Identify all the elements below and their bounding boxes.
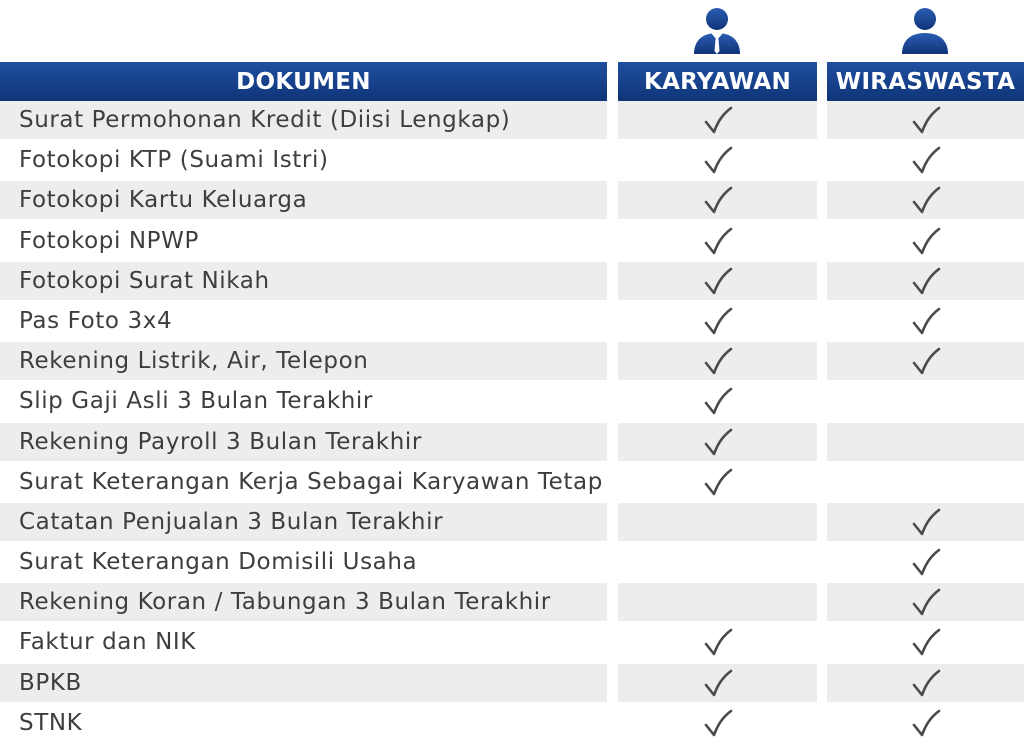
dokumen-label: BPKB <box>19 669 82 696</box>
table-row <box>0 623 1024 663</box>
wiraswasta-cell <box>827 423 1024 461</box>
checkmark-icon <box>911 267 941 297</box>
checkmark-icon <box>911 106 941 136</box>
dokumen-cell <box>0 664 607 702</box>
dokumen-label: Surat Keterangan Kerja Sebagai Karyawan Tetap <box>19 468 603 495</box>
table-body <box>0 101 1024 744</box>
checkmark-icon <box>703 146 733 176</box>
dokumen-label: Rekening Listrik, Air, Telepon <box>19 348 369 375</box>
dokumen-cell <box>0 543 607 581</box>
karyawan-cell <box>618 181 817 219</box>
wiraswasta-cell <box>827 463 1024 501</box>
dokumen-cell <box>0 583 607 621</box>
wiraswasta-cell <box>827 101 1024 139</box>
table-row <box>0 262 1024 302</box>
checkmark-icon <box>703 347 733 377</box>
karyawan-cell <box>618 704 817 742</box>
dokumen-cell <box>0 382 607 420</box>
table-row <box>0 704 1024 744</box>
checkmark-icon <box>911 548 941 578</box>
dokumen-cell <box>0 342 607 380</box>
table-row <box>0 664 1024 704</box>
table-row <box>0 181 1024 221</box>
dokumen-label: Fotokopi NPWP <box>19 227 199 254</box>
table-row <box>0 503 1024 543</box>
dokumen-label: Slip Gaji Asli 3 Bulan Terakhir <box>19 388 373 415</box>
checkmark-icon <box>703 628 733 658</box>
dokumen-cell <box>0 302 607 340</box>
checkmark-icon <box>911 347 941 377</box>
wiraswasta-cell <box>827 181 1024 219</box>
checkmark-icon <box>911 146 941 176</box>
table-row <box>0 463 1024 503</box>
header-karyawan: KARYAWAN <box>618 62 817 102</box>
wiraswasta-cell <box>827 382 1024 420</box>
karyawan-cell <box>618 423 817 461</box>
dokumen-label: Fotokopi KTP (Suami Istri) <box>19 147 329 174</box>
dokumen-label: STNK <box>19 709 83 736</box>
checkmark-icon <box>911 186 941 216</box>
checkmark-icon <box>703 669 733 699</box>
dokumen-label: Faktur dan NIK <box>19 629 196 656</box>
checkmark-icon <box>911 307 941 337</box>
karyawan-cell <box>618 623 817 661</box>
karyawan-cell <box>618 664 817 702</box>
karyawan-cell <box>618 302 817 340</box>
dokumen-cell <box>0 423 607 461</box>
dokumen-cell <box>0 141 607 179</box>
table-row <box>0 342 1024 382</box>
checkmark-icon <box>911 628 941 658</box>
wiraswasta-cell <box>827 222 1024 260</box>
karyawan-cell <box>618 262 817 300</box>
table-row <box>0 583 1024 623</box>
person-with-tie-icon <box>690 4 744 56</box>
dokumen-label: Surat Permohonan Kredit (Diisi Lengkap) <box>19 107 511 133</box>
checkmark-icon <box>703 468 733 498</box>
karyawan-cell <box>618 141 817 179</box>
dokumen-cell <box>0 222 607 260</box>
checkmark-icon <box>911 709 941 739</box>
table-row <box>0 222 1024 262</box>
dokumen-label: Catatan Penjualan 3 Bulan Terakhir <box>19 508 444 535</box>
checkmark-icon <box>703 267 733 297</box>
checkmark-icon <box>703 387 733 417</box>
dokumen-label: Surat Keterangan Domisili Usaha <box>19 549 418 576</box>
checkmark-icon <box>703 709 733 739</box>
column-icons <box>0 0 1024 60</box>
checkmark-icon <box>911 227 941 257</box>
wiraswasta-cell <box>827 704 1024 742</box>
checkmark-icon <box>703 307 733 337</box>
checkmark-icon <box>911 669 941 699</box>
wiraswasta-cell <box>827 262 1024 300</box>
karyawan-cell <box>618 101 817 139</box>
dokumen-label: Pas Foto 3x4 <box>19 307 173 334</box>
dokumen-label: Rekening Koran / Tabungan 3 Bulan Terakhir <box>19 589 551 616</box>
checkmark-icon <box>703 428 733 458</box>
table-header <box>0 62 1024 102</box>
dokumen-label: Rekening Payroll 3 Bulan Terakhir <box>19 428 422 455</box>
wiraswasta-cell <box>827 141 1024 179</box>
table-row <box>0 302 1024 342</box>
wiraswasta-cell <box>827 342 1024 380</box>
person-icon <box>898 4 952 56</box>
wiraswasta-cell <box>827 623 1024 661</box>
dokumen-label: Fotokopi Kartu Keluarga <box>19 187 308 214</box>
karyawan-cell <box>618 222 817 260</box>
dokumen-cell <box>0 503 607 541</box>
karyawan-cell <box>618 463 817 501</box>
checkmark-icon <box>703 186 733 216</box>
table-row <box>0 423 1024 463</box>
dokumen-cell <box>0 623 607 661</box>
karyawan-cell <box>618 543 817 581</box>
wiraswasta-cell <box>827 302 1024 340</box>
checkmark-icon <box>703 106 733 136</box>
karyawan-cell <box>618 503 817 541</box>
header-wiraswasta: WIRASWASTA <box>827 62 1024 102</box>
wiraswasta-cell <box>827 503 1024 541</box>
dokumen-cell <box>0 463 607 501</box>
dokumen-cell <box>0 181 607 219</box>
karyawan-cell <box>618 382 817 420</box>
table-row <box>0 543 1024 583</box>
dokumen-cell <box>0 704 607 742</box>
dokumen-cell <box>0 262 607 300</box>
checkmark-icon <box>911 508 941 538</box>
checkmark-icon <box>703 227 733 257</box>
wiraswasta-cell <box>827 664 1024 702</box>
header-dokumen: DOKUMEN <box>0 62 607 102</box>
wiraswasta-cell <box>827 543 1024 581</box>
dokumen-label: Fotokopi Surat Nikah <box>19 267 270 294</box>
checkmark-icon <box>911 588 941 618</box>
table-row <box>0 141 1024 181</box>
table-row <box>0 382 1024 422</box>
table-row <box>0 101 1024 141</box>
karyawan-cell <box>618 583 817 621</box>
karyawan-cell <box>618 342 817 380</box>
wiraswasta-cell <box>827 583 1024 621</box>
dokumen-cell <box>0 101 607 139</box>
